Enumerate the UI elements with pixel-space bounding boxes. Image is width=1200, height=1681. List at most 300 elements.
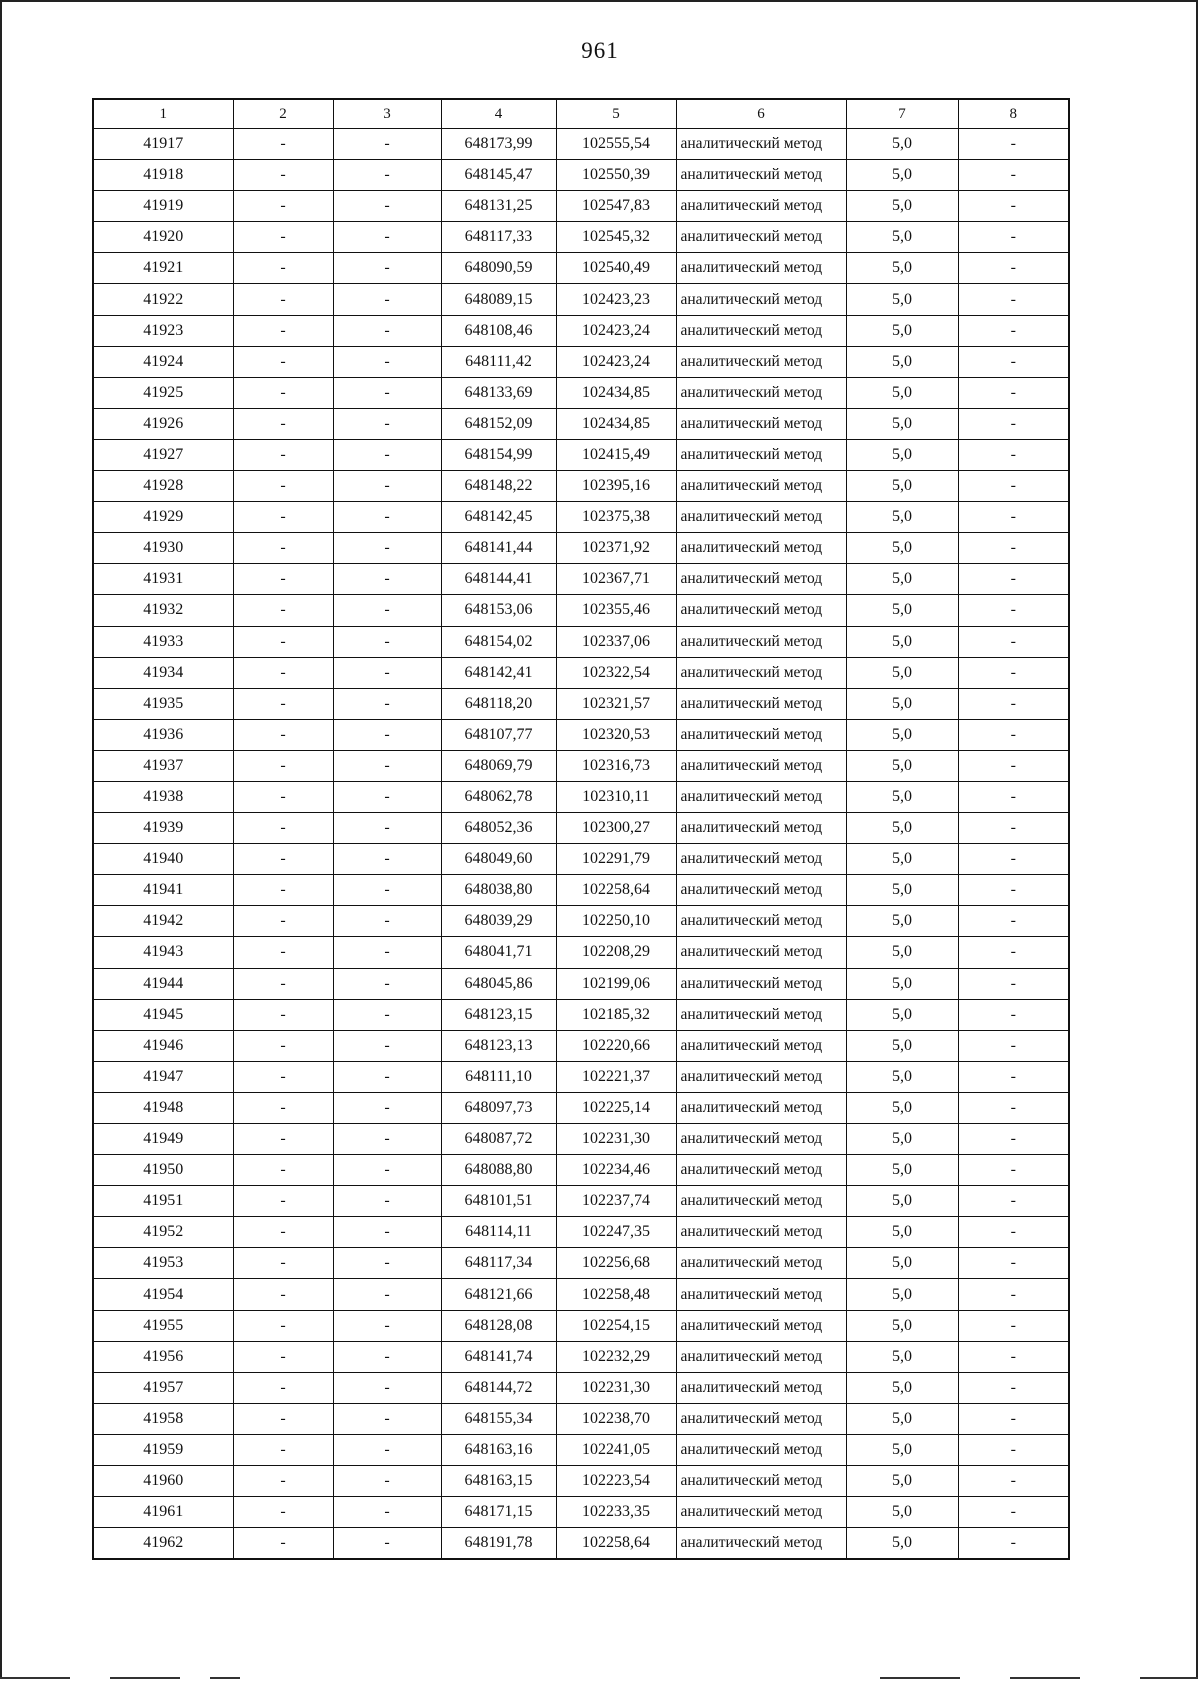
col3-cell: - bbox=[333, 1124, 441, 1155]
point-number-cell: 41933 bbox=[93, 626, 233, 657]
col3-cell: - bbox=[333, 284, 441, 315]
method-cell: аналитический метод bbox=[676, 1155, 846, 1186]
col3-cell: - bbox=[333, 253, 441, 284]
col3-cell: - bbox=[333, 906, 441, 937]
method-cell: аналитический метод bbox=[676, 1341, 846, 1372]
x-coordinate-cell: 648090,59 bbox=[441, 253, 556, 284]
x-coordinate-cell: 648049,60 bbox=[441, 844, 556, 875]
col8-cell: - bbox=[958, 160, 1069, 191]
x-coordinate-cell: 648069,79 bbox=[441, 750, 556, 781]
col3-cell: - bbox=[333, 750, 441, 781]
col2-cell: - bbox=[233, 1434, 333, 1465]
table-row bbox=[93, 937, 1069, 968]
col2-cell: - bbox=[233, 439, 333, 470]
table-row bbox=[93, 253, 1069, 284]
table-row bbox=[93, 1434, 1069, 1465]
table-row bbox=[93, 968, 1069, 999]
accuracy-cell: 5,0 bbox=[846, 315, 958, 346]
accuracy-cell: 5,0 bbox=[846, 1372, 958, 1403]
method-cell: аналитический метод bbox=[676, 408, 846, 439]
header-cell: 4 bbox=[441, 99, 556, 129]
accuracy-cell: 5,0 bbox=[846, 1092, 958, 1123]
col8-cell: - bbox=[958, 315, 1069, 346]
accuracy-cell: 5,0 bbox=[846, 1497, 958, 1528]
col2-cell: - bbox=[233, 191, 333, 222]
col3-cell: - bbox=[333, 222, 441, 253]
method-cell: аналитический метод bbox=[676, 315, 846, 346]
table-row bbox=[93, 502, 1069, 533]
point-number-cell: 41936 bbox=[93, 719, 233, 750]
table-row bbox=[93, 1310, 1069, 1341]
point-number-cell: 41938 bbox=[93, 781, 233, 812]
col2-cell: - bbox=[233, 222, 333, 253]
col2-cell: - bbox=[233, 253, 333, 284]
method-cell: аналитический метод bbox=[676, 1528, 846, 1560]
accuracy-cell: 5,0 bbox=[846, 657, 958, 688]
x-coordinate-cell: 648142,45 bbox=[441, 502, 556, 533]
y-coordinate-cell: 102434,85 bbox=[556, 377, 676, 408]
accuracy-cell: 5,0 bbox=[846, 844, 958, 875]
header-cell: 2 bbox=[233, 99, 333, 129]
col2-cell: - bbox=[233, 377, 333, 408]
x-coordinate-cell: 648152,09 bbox=[441, 408, 556, 439]
col2-cell: - bbox=[233, 595, 333, 626]
col2-cell: - bbox=[233, 937, 333, 968]
col3-cell: - bbox=[333, 1217, 441, 1248]
x-coordinate-cell: 648141,74 bbox=[441, 1341, 556, 1372]
table-row bbox=[93, 129, 1069, 160]
point-number-cell: 41919 bbox=[93, 191, 233, 222]
col3-cell: - bbox=[333, 781, 441, 812]
col2-cell: - bbox=[233, 626, 333, 657]
col3-cell: - bbox=[333, 408, 441, 439]
col8-cell: - bbox=[958, 1310, 1069, 1341]
x-coordinate-cell: 648153,06 bbox=[441, 595, 556, 626]
y-coordinate-cell: 102208,29 bbox=[556, 937, 676, 968]
point-number-cell: 41925 bbox=[93, 377, 233, 408]
col3-cell: - bbox=[333, 1528, 441, 1560]
col3-cell: - bbox=[333, 502, 441, 533]
accuracy-cell: 5,0 bbox=[846, 471, 958, 502]
y-coordinate-cell: 102540,49 bbox=[556, 253, 676, 284]
table-row bbox=[93, 844, 1069, 875]
col3-cell: - bbox=[333, 1403, 441, 1434]
method-cell: аналитический метод bbox=[676, 439, 846, 470]
col8-cell: - bbox=[958, 1497, 1069, 1528]
col3-cell: - bbox=[333, 595, 441, 626]
x-coordinate-cell: 648144,41 bbox=[441, 564, 556, 595]
x-coordinate-cell: 648052,36 bbox=[441, 813, 556, 844]
accuracy-cell: 5,0 bbox=[846, 346, 958, 377]
table-row bbox=[93, 595, 1069, 626]
method-cell: аналитический метод bbox=[676, 222, 846, 253]
col2-cell: - bbox=[233, 1155, 333, 1186]
table-row bbox=[93, 781, 1069, 812]
table-row bbox=[93, 1092, 1069, 1123]
col2-cell: - bbox=[233, 1310, 333, 1341]
accuracy-cell: 5,0 bbox=[846, 968, 958, 999]
col3-cell: - bbox=[333, 1372, 441, 1403]
col8-cell: - bbox=[958, 1434, 1069, 1465]
header-cell: 7 bbox=[846, 99, 958, 129]
table-row bbox=[93, 1466, 1069, 1497]
table-row bbox=[93, 750, 1069, 781]
accuracy-cell: 5,0 bbox=[846, 1341, 958, 1372]
header-cell: 6 bbox=[676, 99, 846, 129]
y-coordinate-cell: 102238,70 bbox=[556, 1403, 676, 1434]
x-coordinate-cell: 648089,15 bbox=[441, 284, 556, 315]
method-cell: аналитический метод bbox=[676, 906, 846, 937]
x-coordinate-cell: 648154,99 bbox=[441, 439, 556, 470]
x-coordinate-cell: 648131,25 bbox=[441, 191, 556, 222]
col2-cell: - bbox=[233, 1248, 333, 1279]
col8-cell: - bbox=[958, 1403, 1069, 1434]
col2-cell: - bbox=[233, 1403, 333, 1434]
point-number-cell: 41962 bbox=[93, 1528, 233, 1560]
x-coordinate-cell: 648155,34 bbox=[441, 1403, 556, 1434]
col3-cell: - bbox=[333, 657, 441, 688]
col2-cell: - bbox=[233, 471, 333, 502]
header-cell: 1 bbox=[93, 99, 233, 129]
accuracy-cell: 5,0 bbox=[846, 439, 958, 470]
table-row bbox=[93, 875, 1069, 906]
point-number-cell: 41960 bbox=[93, 1466, 233, 1497]
col8-cell: - bbox=[958, 253, 1069, 284]
y-coordinate-cell: 102316,73 bbox=[556, 750, 676, 781]
method-cell: аналитический метод bbox=[676, 1434, 846, 1465]
accuracy-cell: 5,0 bbox=[846, 1030, 958, 1061]
col3-cell: - bbox=[333, 875, 441, 906]
accuracy-cell: 5,0 bbox=[846, 1279, 958, 1310]
table-row bbox=[93, 408, 1069, 439]
method-cell: аналитический метод bbox=[676, 284, 846, 315]
point-number-cell: 41929 bbox=[93, 502, 233, 533]
method-cell: аналитический метод bbox=[676, 129, 846, 160]
accuracy-cell: 5,0 bbox=[846, 719, 958, 750]
col8-cell: - bbox=[958, 1528, 1069, 1560]
col8-cell: - bbox=[958, 1124, 1069, 1155]
accuracy-cell: 5,0 bbox=[846, 1061, 958, 1092]
x-coordinate-cell: 648123,15 bbox=[441, 999, 556, 1030]
accuracy-cell: 5,0 bbox=[846, 222, 958, 253]
y-coordinate-cell: 102371,92 bbox=[556, 533, 676, 564]
table-row bbox=[93, 1155, 1069, 1186]
col2-cell: - bbox=[233, 408, 333, 439]
x-coordinate-cell: 648041,71 bbox=[441, 937, 556, 968]
method-cell: аналитический метод bbox=[676, 502, 846, 533]
method-cell: аналитический метод bbox=[676, 999, 846, 1030]
point-number-cell: 41952 bbox=[93, 1217, 233, 1248]
col3-cell: - bbox=[333, 160, 441, 191]
col8-cell: - bbox=[958, 1030, 1069, 1061]
y-coordinate-cell: 102223,54 bbox=[556, 1466, 676, 1497]
method-cell: аналитический метод bbox=[676, 844, 846, 875]
col8-cell: - bbox=[958, 129, 1069, 160]
col2-cell: - bbox=[233, 129, 333, 160]
col2-cell: - bbox=[233, 315, 333, 346]
col2-cell: - bbox=[233, 564, 333, 595]
col8-cell: - bbox=[958, 626, 1069, 657]
col2-cell: - bbox=[233, 1372, 333, 1403]
y-coordinate-cell: 102233,35 bbox=[556, 1497, 676, 1528]
method-cell: аналитический метод bbox=[676, 377, 846, 408]
col8-cell: - bbox=[958, 937, 1069, 968]
table-row bbox=[93, 1061, 1069, 1092]
y-coordinate-cell: 102375,38 bbox=[556, 502, 676, 533]
method-cell: аналитический метод bbox=[676, 1403, 846, 1434]
x-coordinate-cell: 648088,80 bbox=[441, 1155, 556, 1186]
point-number-cell: 41959 bbox=[93, 1434, 233, 1465]
table-row bbox=[93, 471, 1069, 502]
table-row bbox=[93, 533, 1069, 564]
bottom-edge-mark bbox=[110, 1677, 180, 1679]
point-number-cell: 41922 bbox=[93, 284, 233, 315]
y-coordinate-cell: 102234,46 bbox=[556, 1155, 676, 1186]
x-coordinate-cell: 648097,73 bbox=[441, 1092, 556, 1123]
col3-cell: - bbox=[333, 1279, 441, 1310]
col8-cell: - bbox=[958, 533, 1069, 564]
method-cell: аналитический метод bbox=[676, 1279, 846, 1310]
accuracy-cell: 5,0 bbox=[846, 191, 958, 222]
table-row bbox=[93, 1124, 1069, 1155]
point-number-cell: 41957 bbox=[93, 1372, 233, 1403]
y-coordinate-cell: 102423,24 bbox=[556, 346, 676, 377]
x-coordinate-cell: 648087,72 bbox=[441, 1124, 556, 1155]
table-row bbox=[93, 657, 1069, 688]
col2-cell: - bbox=[233, 533, 333, 564]
col2-cell: - bbox=[233, 875, 333, 906]
x-coordinate-cell: 648163,15 bbox=[441, 1466, 556, 1497]
method-cell: аналитический метод bbox=[676, 1092, 846, 1123]
method-cell: аналитический метод bbox=[676, 595, 846, 626]
col2-cell: - bbox=[233, 284, 333, 315]
y-coordinate-cell: 102185,32 bbox=[556, 999, 676, 1030]
point-number-cell: 41926 bbox=[93, 408, 233, 439]
x-coordinate-cell: 648191,78 bbox=[441, 1528, 556, 1560]
bottom-edge-mark bbox=[210, 1677, 240, 1679]
method-cell: аналитический метод bbox=[676, 719, 846, 750]
col8-cell: - bbox=[958, 1092, 1069, 1123]
y-coordinate-cell: 102220,66 bbox=[556, 1030, 676, 1061]
method-cell: аналитический метод bbox=[676, 346, 846, 377]
point-number-cell: 41924 bbox=[93, 346, 233, 377]
y-coordinate-cell: 102337,06 bbox=[556, 626, 676, 657]
col8-cell: - bbox=[958, 875, 1069, 906]
table-row bbox=[93, 1403, 1069, 1434]
col8-cell: - bbox=[958, 191, 1069, 222]
col3-cell: - bbox=[333, 1434, 441, 1465]
x-coordinate-cell: 648142,41 bbox=[441, 657, 556, 688]
y-coordinate-cell: 102300,27 bbox=[556, 813, 676, 844]
table-row bbox=[93, 1341, 1069, 1372]
point-number-cell: 41939 bbox=[93, 813, 233, 844]
method-cell: аналитический метод bbox=[676, 471, 846, 502]
x-coordinate-cell: 648101,51 bbox=[441, 1186, 556, 1217]
method-cell: аналитический метод bbox=[676, 160, 846, 191]
table-row bbox=[93, 377, 1069, 408]
y-coordinate-cell: 102237,74 bbox=[556, 1186, 676, 1217]
point-number-cell: 41931 bbox=[93, 564, 233, 595]
x-coordinate-cell: 648133,69 bbox=[441, 377, 556, 408]
accuracy-cell: 5,0 bbox=[846, 377, 958, 408]
table-row bbox=[93, 315, 1069, 346]
col3-cell: - bbox=[333, 533, 441, 564]
accuracy-cell: 5,0 bbox=[846, 1434, 958, 1465]
table-row bbox=[93, 191, 1069, 222]
y-coordinate-cell: 102232,29 bbox=[556, 1341, 676, 1372]
y-coordinate-cell: 102395,16 bbox=[556, 471, 676, 502]
table-row bbox=[93, 1186, 1069, 1217]
col8-cell: - bbox=[958, 1186, 1069, 1217]
col8-cell: - bbox=[958, 471, 1069, 502]
y-coordinate-cell: 102258,64 bbox=[556, 1528, 676, 1560]
method-cell: аналитический метод bbox=[676, 1372, 846, 1403]
col2-cell: - bbox=[233, 1186, 333, 1217]
table-row bbox=[93, 1372, 1069, 1403]
col8-cell: - bbox=[958, 906, 1069, 937]
col2-cell: - bbox=[233, 750, 333, 781]
table-header bbox=[93, 99, 1069, 129]
accuracy-cell: 5,0 bbox=[846, 937, 958, 968]
table-row bbox=[93, 688, 1069, 719]
accuracy-cell: 5,0 bbox=[846, 564, 958, 595]
col3-cell: - bbox=[333, 129, 441, 160]
point-number-cell: 41935 bbox=[93, 688, 233, 719]
col8-cell: - bbox=[958, 1248, 1069, 1279]
accuracy-cell: 5,0 bbox=[846, 1528, 958, 1560]
x-coordinate-cell: 648062,78 bbox=[441, 781, 556, 812]
y-coordinate-cell: 102258,48 bbox=[556, 1279, 676, 1310]
x-coordinate-cell: 648111,42 bbox=[441, 346, 556, 377]
y-coordinate-cell: 102221,37 bbox=[556, 1061, 676, 1092]
accuracy-cell: 5,0 bbox=[846, 813, 958, 844]
accuracy-cell: 5,0 bbox=[846, 875, 958, 906]
col3-cell: - bbox=[333, 564, 441, 595]
header-cell: 5 bbox=[556, 99, 676, 129]
col2-cell: - bbox=[233, 968, 333, 999]
col3-cell: - bbox=[333, 968, 441, 999]
col2-cell: - bbox=[233, 1466, 333, 1497]
y-coordinate-cell: 102199,06 bbox=[556, 968, 676, 999]
col2-cell: - bbox=[233, 1528, 333, 1560]
col3-cell: - bbox=[333, 191, 441, 222]
col3-cell: - bbox=[333, 999, 441, 1030]
x-coordinate-cell: 648117,34 bbox=[441, 1248, 556, 1279]
point-number-cell: 41934 bbox=[93, 657, 233, 688]
point-number-cell: 41932 bbox=[93, 595, 233, 626]
y-coordinate-cell: 102256,68 bbox=[556, 1248, 676, 1279]
y-coordinate-cell: 102225,14 bbox=[556, 1092, 676, 1123]
point-number-cell: 41955 bbox=[93, 1310, 233, 1341]
x-coordinate-cell: 648128,08 bbox=[441, 1310, 556, 1341]
point-number-cell: 41920 bbox=[93, 222, 233, 253]
method-cell: аналитический метод bbox=[676, 1217, 846, 1248]
x-coordinate-cell: 648123,13 bbox=[441, 1030, 556, 1061]
accuracy-cell: 5,0 bbox=[846, 1403, 958, 1434]
x-coordinate-cell: 648111,10 bbox=[441, 1061, 556, 1092]
col3-cell: - bbox=[333, 1310, 441, 1341]
col8-cell: - bbox=[958, 844, 1069, 875]
col8-cell: - bbox=[958, 1217, 1069, 1248]
col3-cell: - bbox=[333, 1061, 441, 1092]
col3-cell: - bbox=[333, 377, 441, 408]
y-coordinate-cell: 102423,24 bbox=[556, 315, 676, 346]
x-coordinate-cell: 648118,20 bbox=[441, 688, 556, 719]
method-cell: аналитический метод bbox=[676, 533, 846, 564]
col3-cell: - bbox=[333, 1092, 441, 1123]
accuracy-cell: 5,0 bbox=[846, 906, 958, 937]
point-number-cell: 41954 bbox=[93, 1279, 233, 1310]
accuracy-cell: 5,0 bbox=[846, 999, 958, 1030]
col3-cell: - bbox=[333, 1030, 441, 1061]
method-cell: аналитический метод bbox=[676, 1248, 846, 1279]
accuracy-cell: 5,0 bbox=[846, 160, 958, 191]
col2-cell: - bbox=[233, 1217, 333, 1248]
col8-cell: - bbox=[958, 968, 1069, 999]
accuracy-cell: 5,0 bbox=[846, 688, 958, 719]
bottom-edge-mark bbox=[1010, 1677, 1080, 1679]
point-number-cell: 41930 bbox=[93, 533, 233, 564]
method-cell: аналитический метод bbox=[676, 657, 846, 688]
col3-cell: - bbox=[333, 937, 441, 968]
method-cell: аналитический метод bbox=[676, 564, 846, 595]
table-row bbox=[93, 564, 1069, 595]
col2-cell: - bbox=[233, 1061, 333, 1092]
y-coordinate-cell: 102241,05 bbox=[556, 1434, 676, 1465]
point-number-cell: 41917 bbox=[93, 129, 233, 160]
point-number-cell: 41956 bbox=[93, 1341, 233, 1372]
header-cell: 8 bbox=[958, 99, 1069, 129]
table-row bbox=[93, 1030, 1069, 1061]
point-number-cell: 41951 bbox=[93, 1186, 233, 1217]
col3-cell: - bbox=[333, 844, 441, 875]
table-row bbox=[93, 439, 1069, 470]
table-body bbox=[93, 129, 1069, 1560]
accuracy-cell: 5,0 bbox=[846, 1186, 958, 1217]
col8-cell: - bbox=[958, 439, 1069, 470]
accuracy-cell: 5,0 bbox=[846, 1217, 958, 1248]
coordinates-table bbox=[92, 98, 1070, 1560]
accuracy-cell: 5,0 bbox=[846, 408, 958, 439]
point-number-cell: 41918 bbox=[93, 160, 233, 191]
accuracy-cell: 5,0 bbox=[846, 781, 958, 812]
y-coordinate-cell: 102423,23 bbox=[556, 284, 676, 315]
col2-cell: - bbox=[233, 813, 333, 844]
accuracy-cell: 5,0 bbox=[846, 284, 958, 315]
header-row bbox=[93, 99, 1069, 129]
y-coordinate-cell: 102550,39 bbox=[556, 160, 676, 191]
col8-cell: - bbox=[958, 813, 1069, 844]
page-number: 961 bbox=[581, 38, 619, 63]
y-coordinate-cell: 102310,11 bbox=[556, 781, 676, 812]
col2-cell: - bbox=[233, 1279, 333, 1310]
col3-cell: - bbox=[333, 813, 441, 844]
col2-cell: - bbox=[233, 1497, 333, 1528]
x-coordinate-cell: 648154,02 bbox=[441, 626, 556, 657]
y-coordinate-cell: 102291,79 bbox=[556, 844, 676, 875]
method-cell: аналитический метод bbox=[676, 937, 846, 968]
col3-cell: - bbox=[333, 626, 441, 657]
col3-cell: - bbox=[333, 1248, 441, 1279]
x-coordinate-cell: 648173,99 bbox=[441, 129, 556, 160]
col8-cell: - bbox=[958, 595, 1069, 626]
table-row bbox=[93, 1217, 1069, 1248]
table-row bbox=[93, 1279, 1069, 1310]
method-cell: аналитический метод bbox=[676, 1497, 846, 1528]
bottom-edge-mark bbox=[0, 1677, 70, 1679]
col3-cell: - bbox=[333, 1186, 441, 1217]
col8-cell: - bbox=[958, 346, 1069, 377]
